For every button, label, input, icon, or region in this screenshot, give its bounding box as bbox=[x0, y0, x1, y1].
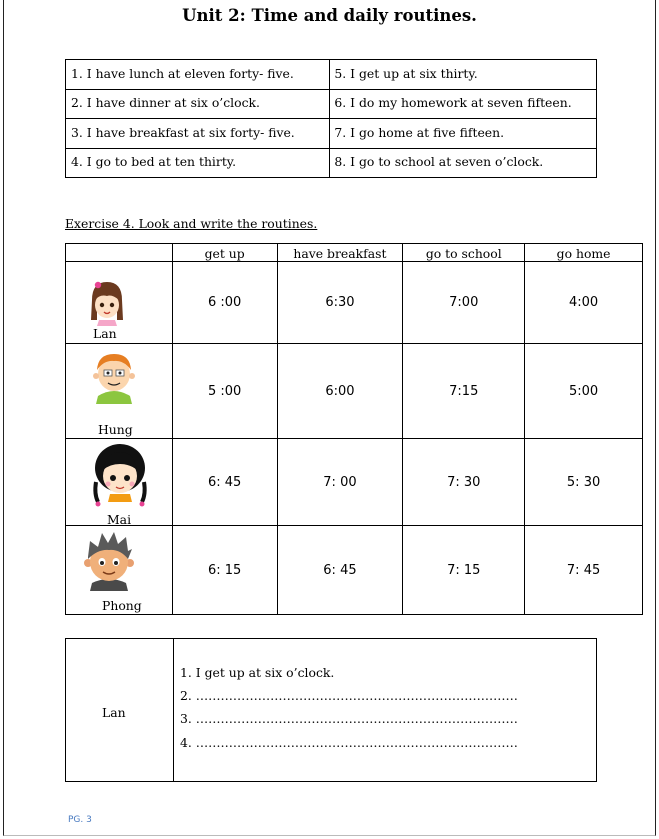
time-cell: 7:15 bbox=[403, 344, 525, 439]
corner-header bbox=[66, 244, 173, 262]
time-cell: 6:00 bbox=[277, 344, 403, 439]
kid-name: Phong bbox=[102, 598, 142, 613]
column-header: go home bbox=[525, 244, 643, 262]
time-cell: 7:00 bbox=[403, 262, 525, 344]
time-cell: 7: 30 bbox=[403, 439, 525, 526]
time-cell: 7: 15 bbox=[403, 526, 525, 615]
kid-name: Mai bbox=[107, 512, 132, 527]
kid-cell bbox=[66, 344, 173, 439]
time-cell: 5: 30 bbox=[525, 439, 643, 526]
table-row bbox=[66, 344, 643, 439]
lan-picture bbox=[84, 280, 130, 326]
column-header: get up bbox=[172, 244, 277, 262]
time-cell: 6: 45 bbox=[277, 526, 403, 615]
kid-cell bbox=[66, 439, 173, 526]
phong-picture bbox=[80, 531, 138, 591]
sentence-cell: 2. I have dinner at six o’clock. bbox=[66, 89, 330, 119]
answer-line[interactable]: 4. …………………………………………………………………… bbox=[180, 735, 518, 750]
sentence-cell: 1. I have lunch at eleven forty- five. bbox=[66, 60, 330, 90]
routine-table bbox=[65, 243, 643, 615]
sentence-cell: 4. I go to bed at ten thirty. bbox=[66, 148, 330, 178]
answer-divider bbox=[173, 639, 174, 781]
kid-cell bbox=[66, 526, 173, 615]
table-row bbox=[66, 262, 643, 344]
time-cell: 6: 15 bbox=[172, 526, 277, 615]
page-title: Unit 2: Time and daily routines. bbox=[182, 6, 477, 25]
page-number: PG. 3 bbox=[68, 815, 92, 825]
kid-name: Lan bbox=[93, 326, 117, 341]
answer-name: Lan bbox=[102, 705, 126, 720]
sentence-cell: 7. I go home at five fifteen. bbox=[330, 119, 597, 149]
time-cell: 7: 45 bbox=[525, 526, 643, 615]
column-header: have breakfast bbox=[277, 244, 403, 262]
kid-cell bbox=[66, 262, 173, 344]
kid-name: Hung bbox=[98, 422, 133, 437]
time-cell: 7: 00 bbox=[277, 439, 403, 526]
sentence-cell: 3. I have breakfast at six forty- five. bbox=[66, 119, 330, 149]
header-row bbox=[66, 244, 643, 262]
column-header: go to school bbox=[403, 244, 525, 262]
mai-picture bbox=[90, 442, 150, 516]
table-row bbox=[66, 439, 643, 526]
answer-line: 1. I get up at six o’clock. bbox=[180, 665, 335, 680]
time-cell: 6: 45 bbox=[172, 439, 277, 526]
time-cell: 4:00 bbox=[525, 262, 643, 344]
time-cell: 6:30 bbox=[277, 262, 403, 344]
time-cell: 5 :00 bbox=[172, 344, 277, 439]
sentence-cell: 5. I get up at six thirty. bbox=[330, 60, 597, 90]
time-cell: 5:00 bbox=[525, 344, 643, 439]
sentence-cell: 6. I do my homework at seven fifteen. bbox=[330, 89, 597, 119]
table-row bbox=[66, 148, 597, 178]
exercise-heading: Exercise 4. Look and write the routines. bbox=[65, 216, 318, 231]
sentence-cell: 8. I go to school at seven o’clock. bbox=[330, 148, 597, 178]
answer-box bbox=[65, 638, 597, 782]
table-row bbox=[66, 89, 597, 119]
time-cell: 6 :00 bbox=[172, 262, 277, 344]
table-row bbox=[66, 119, 597, 149]
table-row bbox=[66, 60, 597, 90]
answer-line[interactable]: 2. …………………………………………………………………… bbox=[180, 688, 518, 703]
sentences-table bbox=[65, 59, 597, 178]
answer-line[interactable]: 3. …………………………………………………………………… bbox=[180, 711, 518, 726]
table-row bbox=[66, 526, 643, 615]
hung-picture bbox=[90, 350, 138, 404]
